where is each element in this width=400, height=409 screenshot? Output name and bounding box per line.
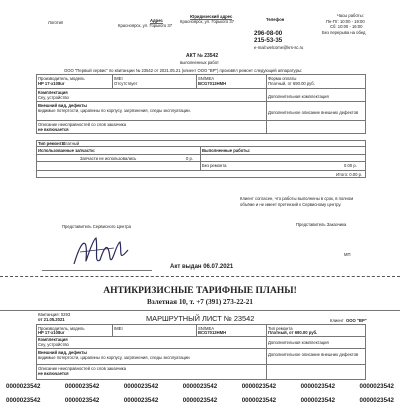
works-price: 0.00 р. (344, 163, 357, 168)
route-look-extra-label: Дополнительное описание внешних дефектов (268, 352, 359, 357)
client-agree-text: Клиент согласен, что работы выполнены в срок, в полном объёме и не имеет претензий к Сервисному центру. (240, 196, 354, 207)
maker-label: Производитель, модель (38, 76, 85, 81)
fault-label: Описание неисправностей со слов заказчика (38, 122, 127, 127)
route-look-label: Внешний вид, дефекты (38, 350, 87, 355)
promo-title: АНТИКРИЗИСНЫЕ ТАРИФНЫЕ ПЛАНЫ! (103, 286, 297, 296)
signature-image (70, 230, 132, 270)
route-look-value: видимые потертости, царапины по корпусу, загрязнения, следы эксплуатации (38, 355, 190, 360)
hours-title: Часы работы: (337, 13, 364, 18)
kit-label: Комплектация (38, 90, 68, 95)
sn-label: SN/MEA (198, 76, 215, 81)
route-imei-label: IMEI (114, 326, 123, 331)
fault-value: не включается (38, 127, 69, 132)
barcode-number: 0000023542 (123, 397, 159, 404)
kit-extra-label: Дополнительная комплектация (268, 94, 329, 99)
hours-note: Без перерыва на обед (322, 30, 366, 35)
barcode-number: 0000023542 (300, 397, 336, 404)
client-sign-label: Представитель Заказчика (296, 222, 347, 227)
legal-address-label: Юридический адрес (190, 14, 233, 19)
hours-weekdays: Пн-Пт: 10:00 - 19:00 (326, 19, 365, 24)
total: Итого: 0.00 р. (336, 172, 363, 177)
legal-address-text: Красноярск, ул. Горького 37 (180, 19, 235, 24)
route-kit-value: Сеу, устройство (38, 342, 69, 347)
route-title: МАРШРУТНЫЙ ЛИСТ № 23542 (146, 314, 255, 323)
barcode-number: 0000023542 (359, 397, 394, 404)
receipt-no: Квитанция: 0293 (38, 312, 71, 317)
barcode-number: 0000023542 (300, 383, 336, 390)
parts-label: Использованные запчасти: (38, 148, 96, 153)
phone-label: Телефон (266, 17, 285, 22)
promo-subtitle: Взлетная 10, т. +7 (391) 273-22-21 (146, 298, 253, 306)
barcode-number: 0000023542 (64, 383, 100, 390)
route-sn-value: BCG7013HMH (198, 330, 227, 335)
barcode-number: 0000023542 (241, 383, 277, 390)
look-label: Внешний вид, дефекты (38, 103, 87, 108)
barcode-number: 0000023542 (182, 397, 218, 404)
barcode-row-2 (6, 397, 394, 404)
pay-label: Форма оплаты (268, 76, 297, 81)
barcode-row-1 (6, 383, 394, 390)
parts-price: 0 р. (186, 156, 193, 161)
phone-1: 296-08-00 (254, 30, 283, 37)
look-extra-label: Дополнительное описание внешних дефектов (268, 110, 359, 115)
barcode-number: 0000023542 (6, 383, 41, 390)
barcode-number: 0000023542 (123, 383, 159, 390)
route-maker-value: HP 17-x108ur (38, 330, 65, 335)
email-text: e-mail:welcome@krs-sc.ru (254, 45, 304, 50)
hours-weekend: Сб: 10:00 - 16:00 (330, 24, 363, 29)
route-client-value: ООО "ВР" (346, 318, 367, 323)
repair-type-value: Платный (62, 141, 80, 146)
barcode-number: 0000023542 (6, 397, 41, 404)
route-fault-value: не включается (38, 371, 69, 376)
route-kit-extra-label: Дополнительная комплектация (268, 340, 329, 345)
imei-label: IMEI (114, 76, 123, 81)
route-pay-label: Тип ремонта (268, 326, 293, 331)
repair-type-label: Тип ремонта: (38, 141, 66, 146)
act-title: АКТ № 23542 (186, 53, 219, 59)
address-label: Адрес (150, 18, 163, 23)
look-value: видимые потертости, царапины по корпусу, загрязнения, следы эксплуатации. (38, 108, 191, 113)
act-subtitle: выполненных работ (180, 60, 219, 65)
stamp-place: МП (344, 252, 351, 257)
barcode-number: 0000023542 (182, 383, 218, 390)
route-fault-label: Описание неисправностей со слов заказчика (38, 366, 127, 371)
maker-value: HP 17-x108ur (38, 81, 65, 86)
parts-value: Запчасти не использовались (80, 156, 137, 161)
works-value: Без ремонта (202, 163, 227, 168)
pay-value: Платный, от 690.00 руб. (268, 81, 315, 86)
logo-text: Логотип (48, 20, 64, 25)
barcode-number: 0000023542 (64, 397, 100, 404)
act-date: Акт выдан 06.07.2021 (170, 264, 234, 270)
imei-value: Отсутствует (114, 81, 138, 86)
route-pay-value: Платный, от 690.00 руб. (268, 330, 318, 335)
receipt-date: от 21.05.2021 (38, 317, 65, 322)
service-rep-label: Представитель Сервисного Центра (62, 224, 131, 229)
route-client-label: Клиент (330, 318, 344, 323)
barcode-number: 0000023542 (241, 397, 277, 404)
phone-2: 215-53-35 (254, 37, 283, 44)
barcode-number: 0000023542 (359, 383, 394, 390)
works-label: Выполненные работы: (202, 148, 251, 153)
route-kit-label: Комплектация (38, 337, 68, 342)
kit-value: Сеу, устройство (38, 95, 69, 100)
route-sn-label: SN/MEA (198, 326, 215, 331)
address-text: Красноярск, ул. Горького 37 (118, 23, 173, 28)
route-maker-label: Производитель, модель (38, 326, 85, 331)
sn-value: BCG7013HMH (198, 81, 227, 86)
act-intro: ООО "Первый сервис" по квитанции № 23542 от 2021.05.21 (клиент ООО "ВР") произвёл ремонт следующей аппаратуры: (64, 68, 303, 73)
